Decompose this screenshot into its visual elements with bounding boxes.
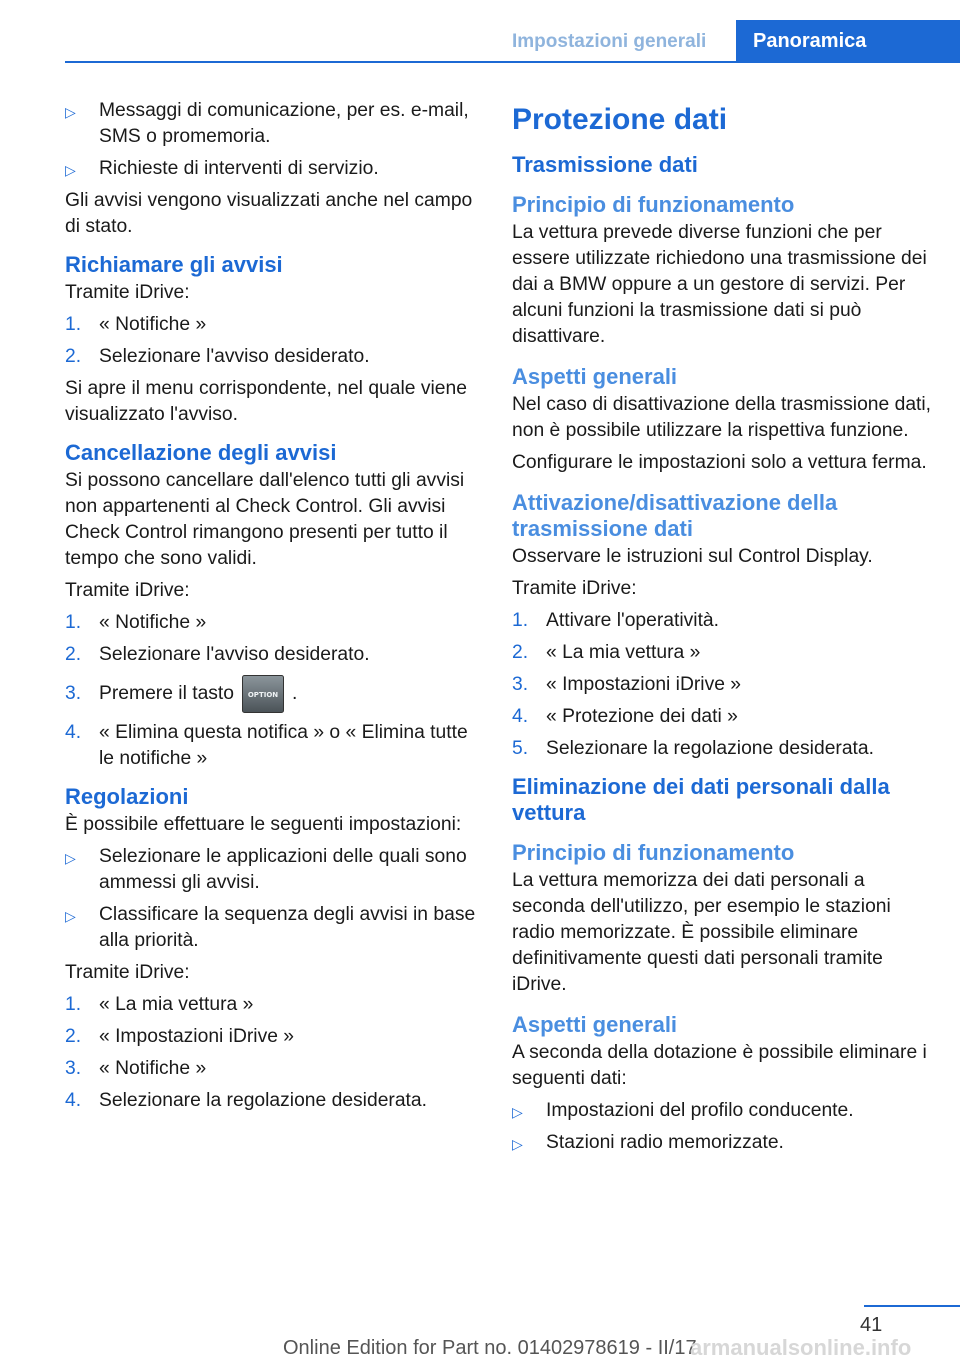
edition-footer: Online Edition for Part no. 01402978619 - II/17 bbox=[283, 1337, 697, 1359]
section-heading: Cancellazione degli avvisi bbox=[65, 440, 337, 465]
list-item-text: Selezionare le applicazioni delle quali sono ammessi gli avvisi. bbox=[99, 846, 467, 893]
section-heading: Regolazioni bbox=[65, 784, 189, 809]
footer-rule bbox=[864, 1305, 960, 1307]
list-item-text: Impostazioni del profilo conducente. bbox=[546, 1100, 854, 1121]
section-heading: Richiamare gli avvisi bbox=[65, 252, 283, 277]
step-number: 2. bbox=[512, 642, 529, 663]
paragraph: Si possono cancellare dall'elenco tutti gli avvisi non appartenenti al Check Control. Gli avvisi Check Control rimangono presenti per tutto il tempo che sono validi. bbox=[65, 470, 465, 569]
step-number: 4. bbox=[65, 722, 82, 743]
list-item bbox=[65, 902, 480, 954]
list-item-text: Selezionare l'avviso desiderato. bbox=[99, 346, 370, 367]
list-item-text: « Impostazioni iDrive » bbox=[99, 1026, 295, 1047]
paragraph: È possibile effettuare le seguenti impostazioni: bbox=[65, 814, 462, 835]
header-tab: Panoramica bbox=[736, 20, 960, 62]
list-item bbox=[65, 992, 480, 1018]
header-section-title: Impostazioni generali bbox=[512, 31, 707, 52]
list-item bbox=[65, 642, 480, 668]
triangle-bullet-icon: ▷ bbox=[512, 1136, 523, 1152]
paragraph: Osservare le istruzioni sul Control Display. bbox=[512, 546, 873, 567]
step-number: 3. bbox=[65, 1058, 82, 1079]
subsection-heading: Aspetti generali bbox=[512, 364, 678, 389]
list-item-text: Premere il tasto bbox=[99, 683, 235, 704]
triangle-bullet-icon: ▷ bbox=[65, 104, 76, 120]
list-item-text: Selezionare la regolazione desiderata. bbox=[99, 1090, 427, 1111]
subsection-heading: Attivazione/disattivazione della trasmissione dati bbox=[512, 490, 838, 541]
header-rule bbox=[65, 61, 960, 63]
list-item bbox=[65, 156, 480, 182]
list-item bbox=[512, 672, 932, 698]
paragraph: Nel caso di disattivazione della trasmissione dati, non è possibile utilizzare la rispettiva funzione. bbox=[512, 394, 932, 441]
step-number: 1. bbox=[65, 314, 82, 335]
paragraph: La vettura prevede diverse funzioni che per essere utilizzate richiedono una trasmissione dei dai a BMW oppure a un gestore di servizi. Per alcuni funzioni la trasmissione dati si può disattivare. bbox=[512, 222, 927, 347]
list-item bbox=[65, 610, 480, 636]
option-button-label: OPTION bbox=[247, 690, 279, 699]
list-item-text: « Notifiche » bbox=[99, 1058, 207, 1079]
list-item-text: Attivare l'operatività. bbox=[546, 610, 720, 631]
paragraph: A seconda della dotazione è possibile eliminare i seguenti dati: bbox=[512, 1042, 927, 1089]
list-item-text: « Notifiche » bbox=[99, 314, 207, 335]
list-item bbox=[65, 844, 480, 896]
paragraph: Tramite iDrive: bbox=[512, 578, 637, 599]
subsection-heading: Principio di funzionamento bbox=[512, 840, 795, 865]
paragraph: Gli avvisi vengono visualizzati anche nel campo di stato. bbox=[65, 190, 473, 237]
step-number: 1. bbox=[512, 610, 529, 631]
bullet-list bbox=[512, 1098, 932, 1156]
triangle-bullet-icon: ▷ bbox=[65, 908, 76, 924]
list-item-text: Classificare la sequenza degli avvisi in base alla priorità. bbox=[99, 904, 476, 951]
list-item-text: « Elimina questa notifica » o « Elimina tutte le notifiche » bbox=[99, 722, 468, 769]
step-number: 2. bbox=[65, 346, 82, 367]
list-item bbox=[512, 1130, 932, 1156]
right-column bbox=[512, 98, 932, 1162]
list-item bbox=[65, 98, 480, 150]
list-item-text: « Protezione dei dati » bbox=[546, 706, 738, 727]
paragraph: Configurare le impostazioni solo a vettura ferma. bbox=[512, 452, 927, 473]
triangle-bullet-icon: ▷ bbox=[65, 162, 76, 178]
list-item-text: « La mia vettura » bbox=[99, 994, 254, 1015]
step-number: 2. bbox=[65, 1026, 82, 1047]
paragraph: La vettura memorizza dei dati personali a seconda dell'utilizzo, per esempio le stazioni radio memorizzate. È possibile eliminare definitivamente questi dati personali tramite iDrive. bbox=[512, 870, 891, 995]
left-column bbox=[65, 98, 480, 1120]
list-item bbox=[65, 720, 480, 772]
step-number: 1. bbox=[65, 612, 82, 633]
option-button-icon bbox=[242, 675, 284, 713]
paragraph: Tramite iDrive: bbox=[65, 282, 190, 303]
page-title: Protezione dati bbox=[512, 103, 728, 136]
step-number: 2. bbox=[65, 644, 82, 665]
list-item bbox=[512, 608, 932, 634]
list-item-text: Selezionare la regolazione desiderata. bbox=[546, 738, 874, 759]
list-item-text: « Impostazioni iDrive » bbox=[546, 674, 742, 695]
triangle-bullet-icon: ▷ bbox=[512, 1104, 523, 1120]
list-item bbox=[65, 344, 480, 370]
step-number: 4. bbox=[65, 1090, 82, 1111]
numbered-list bbox=[65, 312, 480, 370]
numbered-list bbox=[512, 608, 932, 762]
watermark: armanualsonline.info bbox=[690, 1335, 912, 1360]
list-item bbox=[65, 1024, 480, 1050]
list-item bbox=[65, 674, 480, 714]
triangle-bullet-icon: ▷ bbox=[65, 850, 76, 866]
step-number: 3. bbox=[512, 674, 529, 695]
subsection-heading: Principio di funzionamento bbox=[512, 192, 795, 217]
bullet-list bbox=[65, 98, 480, 182]
list-item bbox=[65, 312, 480, 338]
step-number: 5. bbox=[512, 738, 529, 759]
page-header bbox=[0, 0, 960, 62]
list-item bbox=[65, 1056, 480, 1082]
step-number: 3. bbox=[65, 683, 82, 704]
list-item-suffix: . bbox=[292, 683, 298, 704]
paragraph: Tramite iDrive: bbox=[65, 962, 190, 983]
list-item-text: Messaggi di comunicazione, per es. e-mail, SMS o promemoria. bbox=[99, 100, 469, 147]
section-heading: Eliminazione dei dati personali dalla vettura bbox=[512, 774, 890, 825]
numbered-list bbox=[65, 992, 480, 1114]
list-item bbox=[512, 736, 932, 762]
page-number: 41 bbox=[860, 1314, 883, 1336]
list-item-text: Stazioni radio memorizzate. bbox=[546, 1132, 784, 1153]
list-item-text: Selezionare l'avviso desiderato. bbox=[99, 644, 370, 665]
list-item-text: « Notifiche » bbox=[99, 612, 207, 633]
step-number: 4. bbox=[512, 706, 529, 727]
list-item-text: Richieste di interventi di servizio. bbox=[99, 158, 379, 179]
list-item-text: « La mia vettura » bbox=[546, 642, 701, 663]
subsection-heading: Aspetti generali bbox=[512, 1012, 678, 1037]
list-item bbox=[65, 1088, 480, 1114]
paragraph: Tramite iDrive: bbox=[65, 580, 190, 601]
list-item bbox=[512, 1098, 932, 1124]
list-item bbox=[512, 640, 932, 666]
step-number: 1. bbox=[65, 994, 82, 1015]
list-item bbox=[512, 704, 932, 730]
section-heading: Trasmissione dati bbox=[512, 152, 698, 177]
numbered-list bbox=[65, 610, 480, 772]
paragraph: Si apre il menu corrispondente, nel quale viene visualizzato l'avviso. bbox=[65, 378, 467, 425]
bullet-list bbox=[65, 844, 480, 954]
